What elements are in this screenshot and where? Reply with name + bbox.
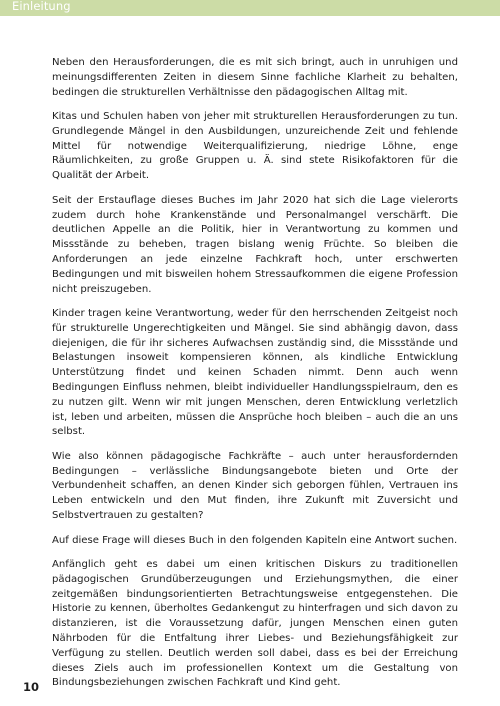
chapter-header-bar	[0, 0, 500, 16]
paragraph: Wie also können pädagogische Fachkräfte – auch unter herausfordernden Bedingungen – verlässliche Bindungsangebote bieten und Orte der Verbundenheit schaffen, an denen Kinder sich geborgen fühlen, Vertrauen ins Leben entwickeln und den Mut finden, ihre Zukunft mit Zuversicht und Selbstvertrauen zu gestalten?	[52, 450, 458, 522]
page-number: 10	[23, 680, 40, 694]
paragraph: Seit der Erstauflage dieses Buches im Jahr 2020 hat sich die Lage vielerorts zudem durch hohe Krankenstände und Personalmangel verschärft. Die deutlichen Appelle an die Politik, hier in Verantwortung zu kommen und Missstände zu beheben, tragen bislang wenig Früchte. So bleiben die Anforderungen an jede einzelne Fachkraft hoch, unter erschwerten Bedingungen und mit bisweilen hohem Stressaufkommen die eigene Profession nicht preiszugeben.	[52, 194, 458, 295]
paragraph: Anfänglich geht es dabei um einen kritischen Diskurs zu traditionellen pädagogischen Grundüberzeugungen und Erziehungsmythen, die einer zeitgemäßen bindungsorientierten Betrachtungsweise entgegenstehen. Die Historie zu kennen, überholtes Gedankengut zu hinterfragen und sich davon zu distanzieren, ist die Voraussetzung dafür, jungen Menschen einen guten Nährboden für die Entfaltung ihrer Liebes- und Beziehungsfähigkeit zur Verfügung zu stellen. Deutlich werden soll dabei, dass es bei der Erreichung dieses Ziels auch im professionellen Kontext um die Gestaltung von Bindungsbeziehungen zwischen Fachkraft und Kind geht.	[52, 559, 458, 689]
paragraph: Neben den Herausforderungen, die es mit sich bringt, auch in unruhigen und meinungsdifferenten Zeiten in diesem Sinne fachliche Klarheit zu behalten, bedingen die strukturellen Verhältnisse den pädagogischen Alltag mit.	[52, 57, 458, 98]
chapter-title: Einleitung	[12, 0, 71, 13]
paragraph: Auf diese Frage will dieses Buch in den folgenden Kapiteln eine Antwort suchen.	[52, 534, 458, 546]
paragraph: Kinder tragen keine Verantwortung, weder für den herrschenden Zeitgeist noch für strukturelle Ungerechtigkeiten und Mängel. Sie sind abhängig davon, dass diejenigen, die für ihr sicheres Aufwachsen zuständig sind, die Missstände und Belastungen insoweit kompensieren können, als kindliche Entwicklung Unterstützung findet und keinen Schaden nimmt. Denn auch wenn Bedingungen Einfluss nehmen, bleibt individueller Handlungsspielraum, den es zu nutzen gilt. Wenn wir mit jungen Menschen, deren Entwicklung verletzlich ist, leben und arbeiten, müssen die Ansprüche hoch bleiben – auch die an uns selbst.	[52, 308, 458, 438]
body-text	[52, 56, 458, 701]
paragraph: Kitas und Schulen haben von jeher mit strukturellen Herausforderungen zu tun. Grundlegende Mängel in den Ausbildungen, unzureichende Zeit und fehlende Mittel für notwendige Weiterqualifizierung, niedrige Löhne, enge Räumlichkeiten, zu große Gruppen u. Ä. sind stete Risikofaktoren für die Qualität der Arbeit.	[52, 111, 458, 182]
